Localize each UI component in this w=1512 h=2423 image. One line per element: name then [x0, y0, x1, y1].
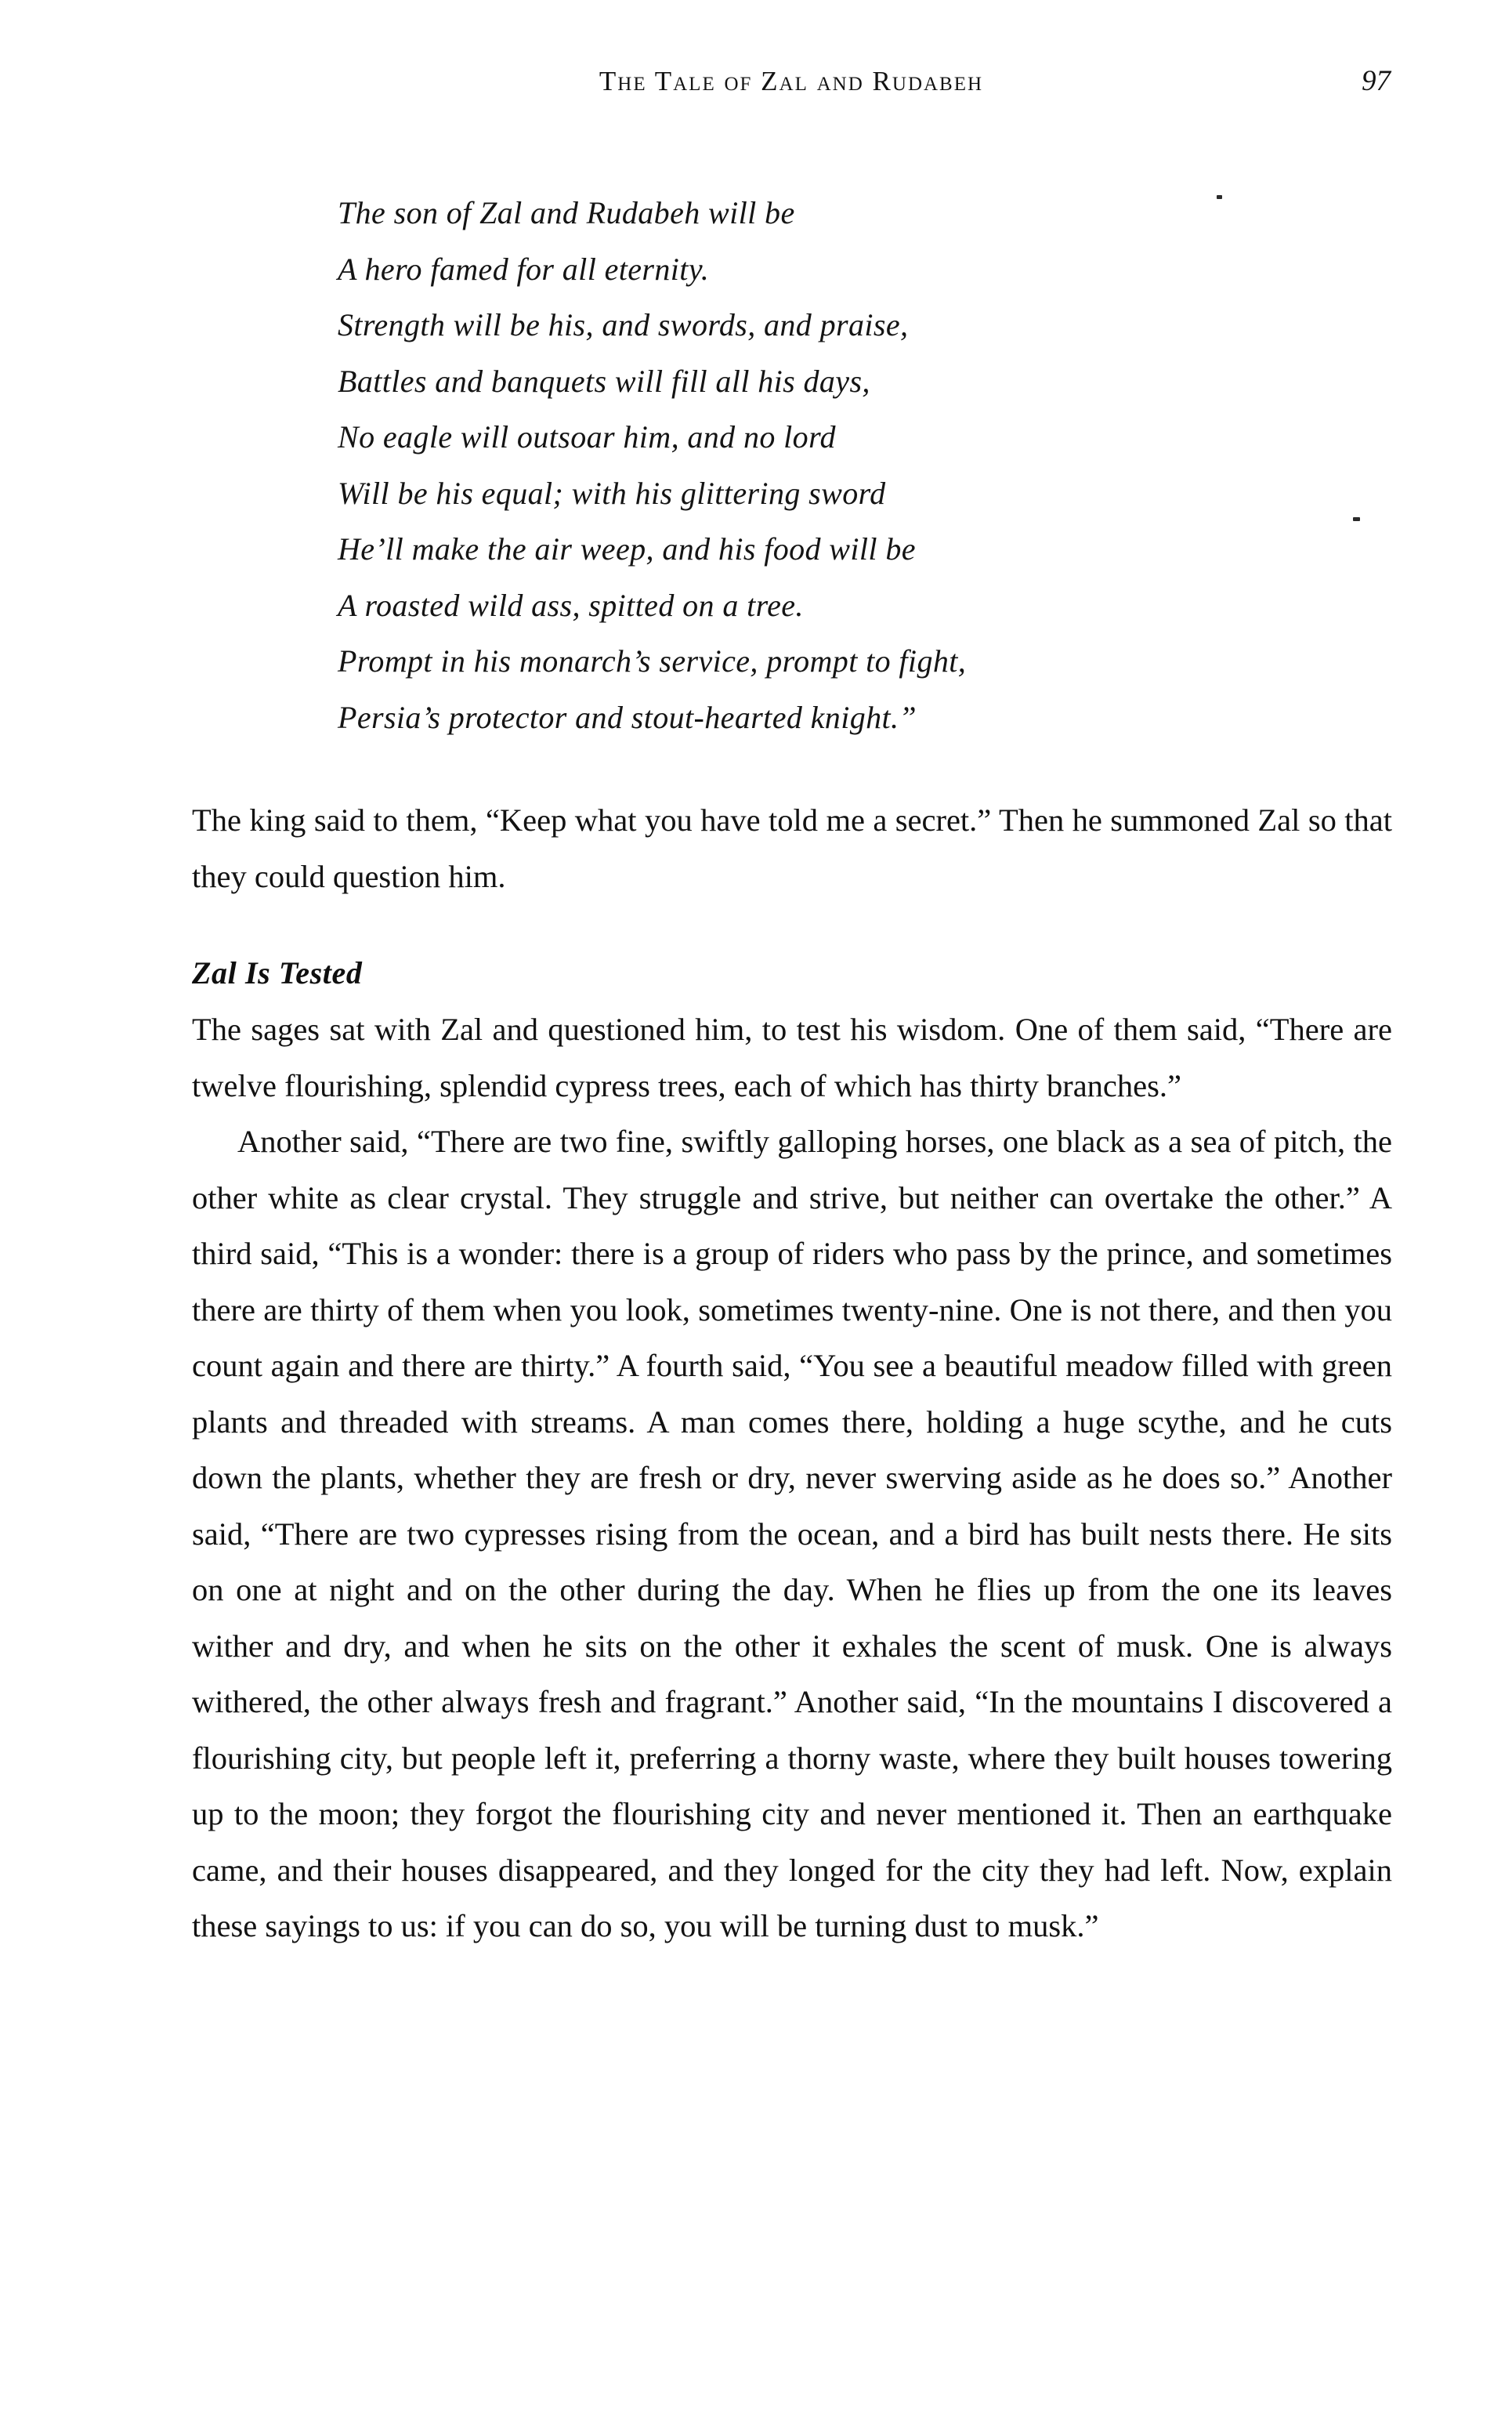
text-block: [192, 185, 1392, 1954]
paragraph-first: The sages sat with Zal and questioned him, to test his wisdom. One of them said, “There are twelve flourishing, splendid cypress trees, each of which has thirty branches.”: [192, 1012, 1392, 1103]
running-head-title: The Tale of Zal and Rudabeh: [599, 66, 984, 96]
verse-line: No eagle will outsoar him, and no lord: [338, 419, 836, 455]
verse-line: Strength will be his, and swords, and praise,: [338, 307, 909, 342]
verse-line: He’ll make the air weep, and his food will be: [338, 531, 916, 567]
verse-line: Persia’s protector and stout-hearted knight.”: [338, 699, 917, 735]
running-head: [192, 61, 1391, 105]
scan-speck: [1353, 517, 1360, 521]
verse-line: A roasted wild ass, spitted on a tree.: [338, 587, 804, 623]
page-number: 97: [1362, 65, 1391, 97]
verse-line: The son of Zal and Rudabeh will be: [338, 195, 795, 230]
section-heading: Zal Is Tested: [192, 955, 363, 991]
verse-line: Battles and banquets will fill all his days,: [338, 363, 870, 399]
verse-block: [338, 185, 1392, 745]
verse-line: Will be his equal; with his glittering sword: [338, 475, 886, 511]
verse-line: Prompt in his monarch’s service, prompt to fight,: [338, 643, 967, 679]
paragraph-second: Another said, “There are two fine, swiftly galloping horses, one black as a sea of pitch, the other white as clear crystal. They struggle and strive, but neither can overtake the other.” A third said, “This is a wonder: there is a group of riders who pass by the prince, and sometimes there are thirty of them when you look, sometimes twenty-nine. One is not there, and then you count again and there are thirty.” A fourth said, “You see a beautiful meadow filled with green plants and threaded with streams. A man comes there, holding a huge scythe, and he cuts down the plants, whether they are fresh or dry, never swerving aside as he does so.” Another said, “There are two cypresses rising from the ocean, and a bird has built nests there. He sits on one at night and on the other during the day. When he flies up from the one its leaves wither and dry, and when he sits on the other it exhales the scent of musk. One is always withered, the other always fresh and fragrant.” Another said, “In the mountains I discovered a flourishing city, but people left it, preferring a thorny waste, where they built houses towering up to the moon; they forgot the flourishing city and never mentioned it. Then an earthquake came, and their houses disappeared, and they longed for the city they had left. Now, explain these sayings to us: if you can do so, you will be turning dust to musk.”: [192, 1124, 1392, 1943]
paragraph-after-verse: The king said to them, “Keep what you have told me a secret.” Then he summoned Zal so that they could question him.: [192, 802, 1392, 894]
verse-line: A hero famed for all eternity.: [338, 251, 710, 287]
scan-speck: [1217, 195, 1222, 199]
